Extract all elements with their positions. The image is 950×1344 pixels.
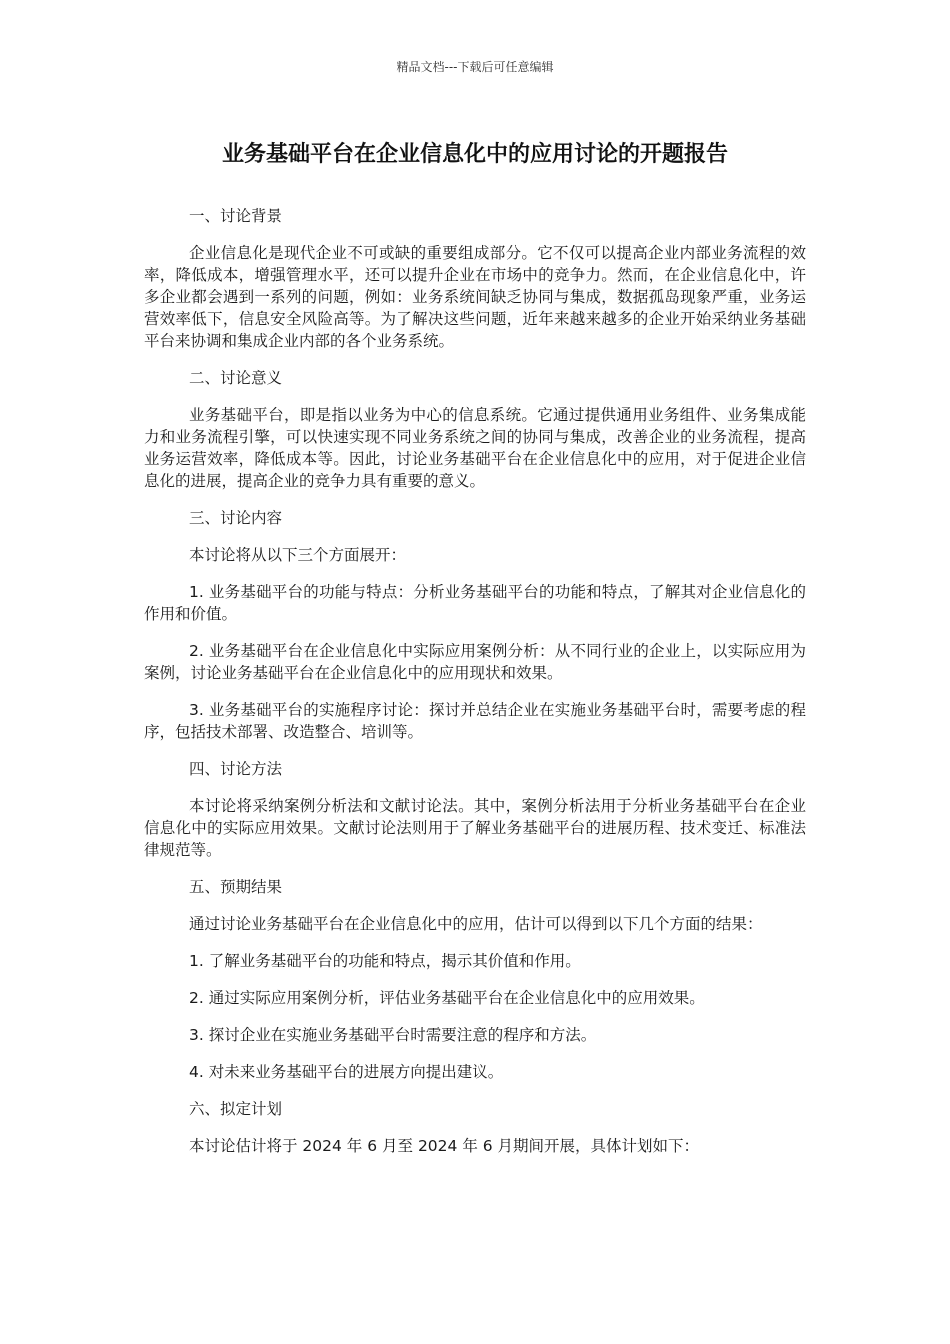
list-item-result-1: 1. 了解业务基础平台的功能和特点，揭示其价值和作用。 xyxy=(189,952,581,970)
section-heading-expected-results: 五、预期结果 xyxy=(189,878,283,896)
section-heading-plan: 六、拟定计划 xyxy=(189,1100,283,1118)
section-heading-background: 一、讨论背景 xyxy=(189,207,283,225)
paragraph-method: 本讨论将采纳案例分析法和文献讨论法。其中，案例分析法用于分析业务基础平台在企业信息化中的实际应用效果。文献讨论法则用于了解业务基础平台的进展历程、技术变迁、标准法律规范等。 xyxy=(144,797,806,859)
document-title: 业务基础平台在企业信息化中的应用讨论的开题报告 xyxy=(221,142,728,167)
paragraph-plan: 本讨论估计将于 2024 年 6 月至 2024 年 6 月期间开展，具体计划如下： xyxy=(189,1137,700,1155)
header-note: 精品文档---下载后可任意编辑 xyxy=(396,60,554,74)
paragraph-background: 企业信息化是现代企业不可或缺的重要组成部分。它不仅可以提高企业内部业务流程的效率，降低成本，增强管理水平，还可以提升企业在市场中的竞争力。然而，在企业信息化中，许多企业都会遇到一系列的问题，例如：业务系统间缺乏协同与集成，数据孤岛现象严重，业务运营效率低下，信息安全风险高等。为了解决这些问题，近年来越来越多的企业开始采纳业务基础平台来协调和集成企业内部的各个业务系统。 xyxy=(144,244,806,350)
list-item-result-4: 4. 对未来业务基础平台的进展方向提出建议。 xyxy=(189,1063,504,1081)
paragraph-significance: 业务基础平台，即是指以业务为中心的信息系统。它通过提供通用业务组件、业务集成能力和业务流程引擎，可以快速实现不同业务系统之间的协同与集成，改善企业的业务流程，提高业务运营效率，降低成本等。因此，讨论业务基础平台在企业信息化中的应用，对于促进企业信息化的进展，提高企业的竞争力具有重要的意义。 xyxy=(144,406,806,490)
section-heading-content: 三、讨论内容 xyxy=(189,509,283,527)
list-item-result-3: 3. 探讨企业在实施业务基础平台时需要注意的程序和方法。 xyxy=(189,1026,597,1044)
list-item-content-3: 3. 业务基础平台的实施程序讨论：探讨并总结企业在实施业务基础平台时，需要考虑的程序，包括技术部署、改造整合、培训等。 xyxy=(144,701,806,741)
paragraph-content-intro: 本讨论将从以下三个方面展开： xyxy=(189,546,407,564)
section-heading-method: 四、讨论方法 xyxy=(189,760,283,778)
list-item-content-2: 2. 业务基础平台在企业信息化中实际应用案例分析：从不同行业的企业上，以实际应用为案例，讨论业务基础平台在企业信息化中的应用现状和效果。 xyxy=(144,642,806,682)
paragraph-results-intro: 通过讨论业务基础平台在企业信息化中的应用，估计可以得到以下几个方面的结果： xyxy=(189,915,763,933)
document-body xyxy=(144,205,806,1172)
list-item-result-2: 2. 通过实际应用案例分析，评估业务基础平台在企业信息化中的应用效果。 xyxy=(189,989,705,1007)
section-heading-significance: 二、讨论意义 xyxy=(189,369,283,387)
list-item-content-1: 1. 业务基础平台的功能与特点：分析业务基础平台的功能和特点，了解其对企业信息化的作用和价值。 xyxy=(144,583,806,623)
